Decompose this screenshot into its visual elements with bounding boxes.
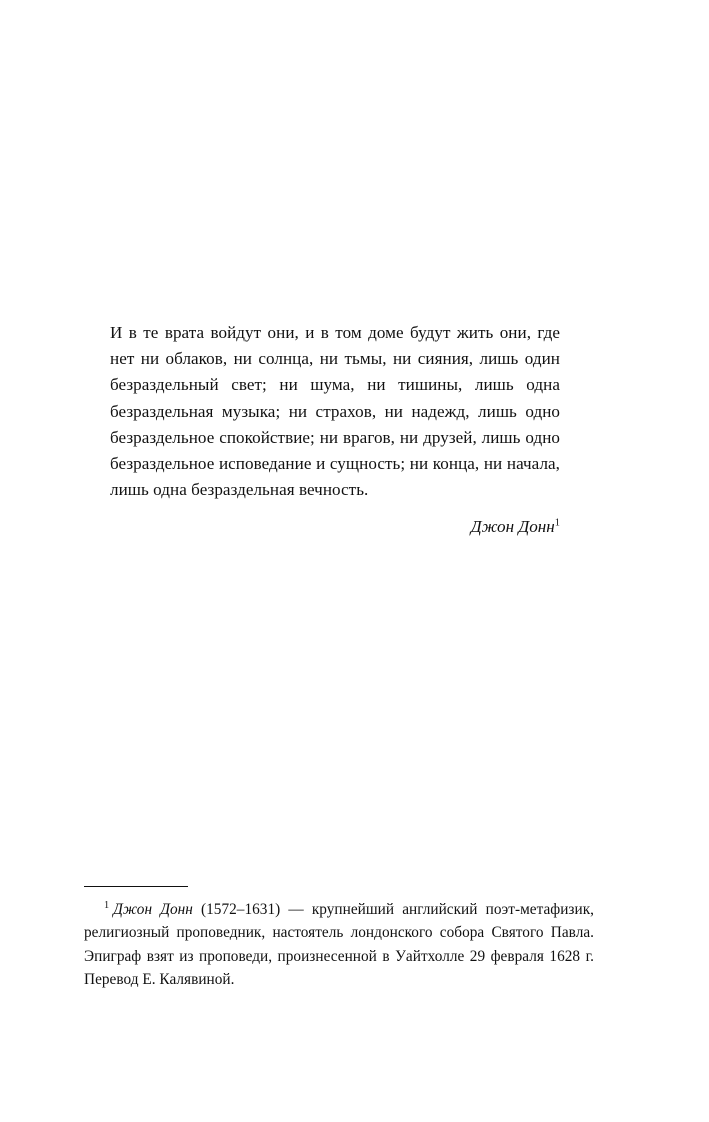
footnote-separator-rule	[84, 886, 188, 887]
footnote-reference-marker[interactable]: 1	[554, 517, 560, 529]
footnote-marker: 1	[104, 899, 110, 911]
footnote-block	[84, 886, 594, 992]
epigraph-attribution	[110, 516, 560, 538]
footnote-body: (1572–1631) — крупнейший английский поэт-метафизик, религиозный проповедник, настоятель лондонского собора Святого Павла. Эпиграф взят из проповеди, произнесенной в Уайтхолле 29 февраля 1628 г. Перевод Е. Калявиной.	[84, 901, 594, 989]
epigraph-block	[110, 320, 560, 538]
epigraph-author: Джон Донн	[470, 517, 555, 537]
epigraph-text: И в те врата войдут они, и в том доме будут жить они, где нет ни облаков, ни солнца, ни тьмы, ни сияния, лишь один безраздельный свет; ни шума, ни тишины, лишь одна безраздельная музыка; ни страхов, ни надежд, лишь одно безраздельное спокойствие; ни врагов, ни друзей, лишь одно безраздельное исповедание и сущность; ни конца, ни начала, лишь одна безраздельная вечность.	[110, 323, 560, 500]
footnote-text	[84, 898, 594, 992]
footnote-author-name: Джон Донн	[113, 901, 193, 918]
